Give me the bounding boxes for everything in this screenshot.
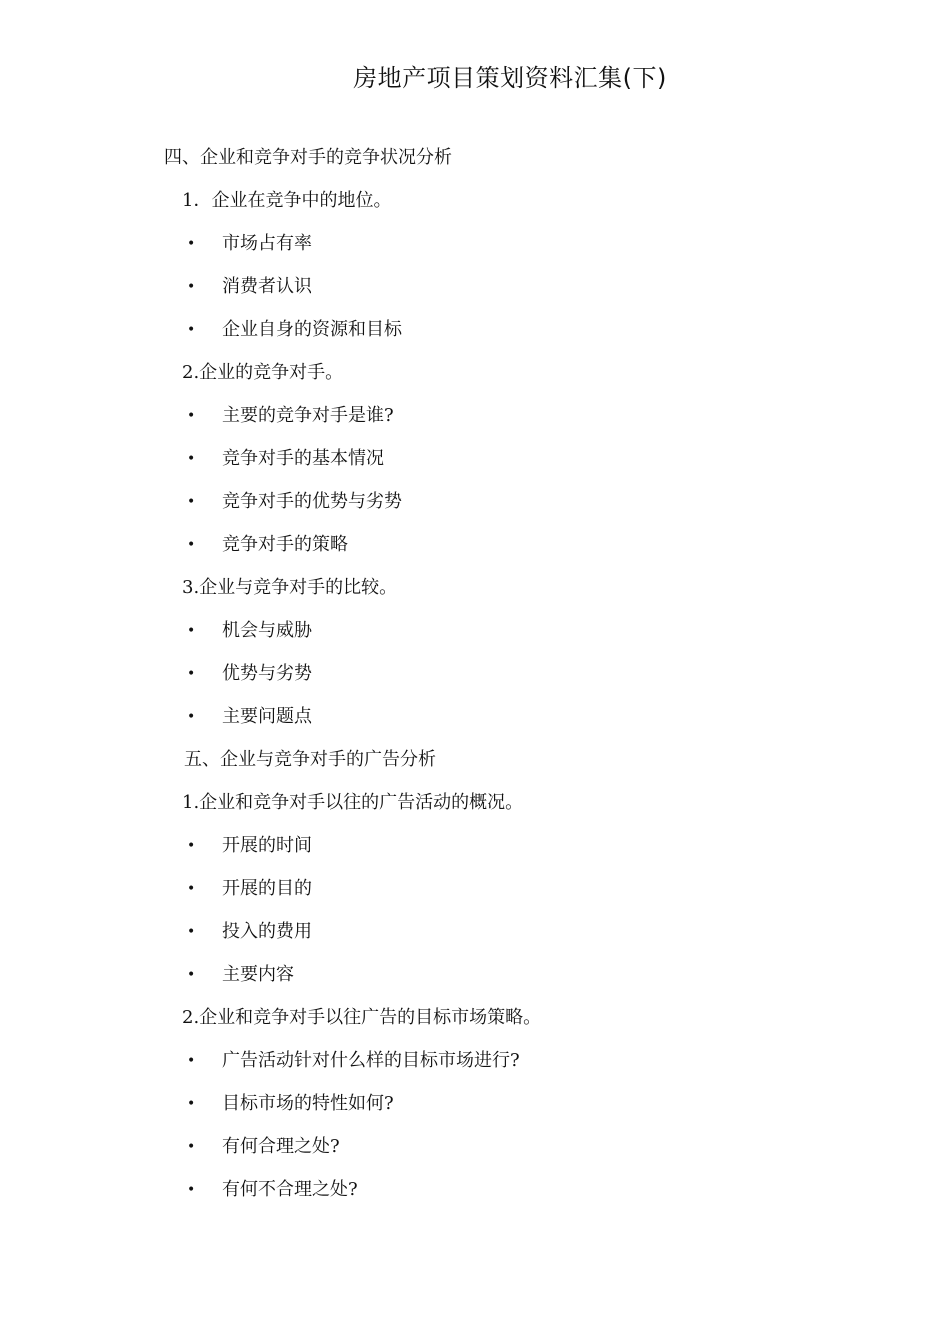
list-item: 市场占有率 [222, 233, 312, 254]
bullet-icon: • [187, 709, 196, 725]
bullet-icon: • [187, 924, 196, 940]
subsection-5-1: 1.企业和竞争对手以往的广告活动的概况。 [182, 792, 524, 813]
list-item: 企业自身的资源和目标 [222, 319, 402, 340]
list-item: 机会与威胁 [222, 620, 312, 641]
bullet-icon: • [187, 881, 196, 897]
list-item: 有何合理之处? [222, 1136, 340, 1157]
subsection-3: 3.企业与竞争对手的比较。 [182, 577, 398, 598]
bullet-icon: • [187, 408, 196, 424]
list-item: 主要问题点 [222, 706, 312, 727]
subsection-2: 2.企业的竞争对手。 [182, 362, 344, 383]
section-heading-5: 五、企业与竞争对手的广告分析 [184, 749, 436, 770]
subsection-5-2: 2.企业和竞争对手以往广告的目标市场策略。 [182, 1007, 542, 1028]
bullet-icon: • [187, 322, 196, 338]
bullet-icon: • [187, 1139, 196, 1155]
section-heading-4: 四、企业和竞争对手的竞争状况分析 [164, 147, 452, 168]
list-item: 竞争对手的策略 [222, 534, 348, 555]
list-item: 主要的竞争对手是谁? [222, 405, 394, 426]
list-item: 竞争对手的基本情况 [222, 448, 384, 469]
list-item: 竞争对手的优势与劣势 [222, 491, 402, 512]
list-item: 主要内容 [222, 964, 294, 985]
bullet-icon: • [187, 666, 196, 682]
bullet-icon: • [187, 967, 196, 983]
subsection-1: 1．企业在竞争中的地位。 [182, 190, 392, 211]
list-item: 开展的时间 [222, 835, 312, 856]
bullet-icon: • [187, 1182, 196, 1198]
list-item: 广告活动针对什么样的目标市场进行? [222, 1050, 520, 1071]
list-item: 目标市场的特性如何? [222, 1093, 394, 1114]
list-item: 有何不合理之处? [222, 1179, 358, 1200]
list-item: 优势与劣势 [222, 663, 312, 684]
bullet-icon: • [187, 494, 196, 510]
bullet-icon: • [187, 623, 196, 639]
bullet-icon: • [187, 279, 196, 295]
bullet-icon: • [187, 451, 196, 467]
bullet-icon: • [187, 537, 196, 553]
bullet-icon: • [187, 1096, 196, 1112]
list-item: 开展的目的 [222, 878, 312, 899]
bullet-icon: • [187, 1053, 196, 1069]
bullet-icon: • [187, 838, 196, 854]
document-title: 房地产项目策划资料汇集(下) [353, 64, 667, 92]
list-item: 消费者认识 [222, 276, 312, 297]
bullet-icon: • [187, 236, 196, 252]
list-item: 投入的费用 [222, 921, 312, 942]
